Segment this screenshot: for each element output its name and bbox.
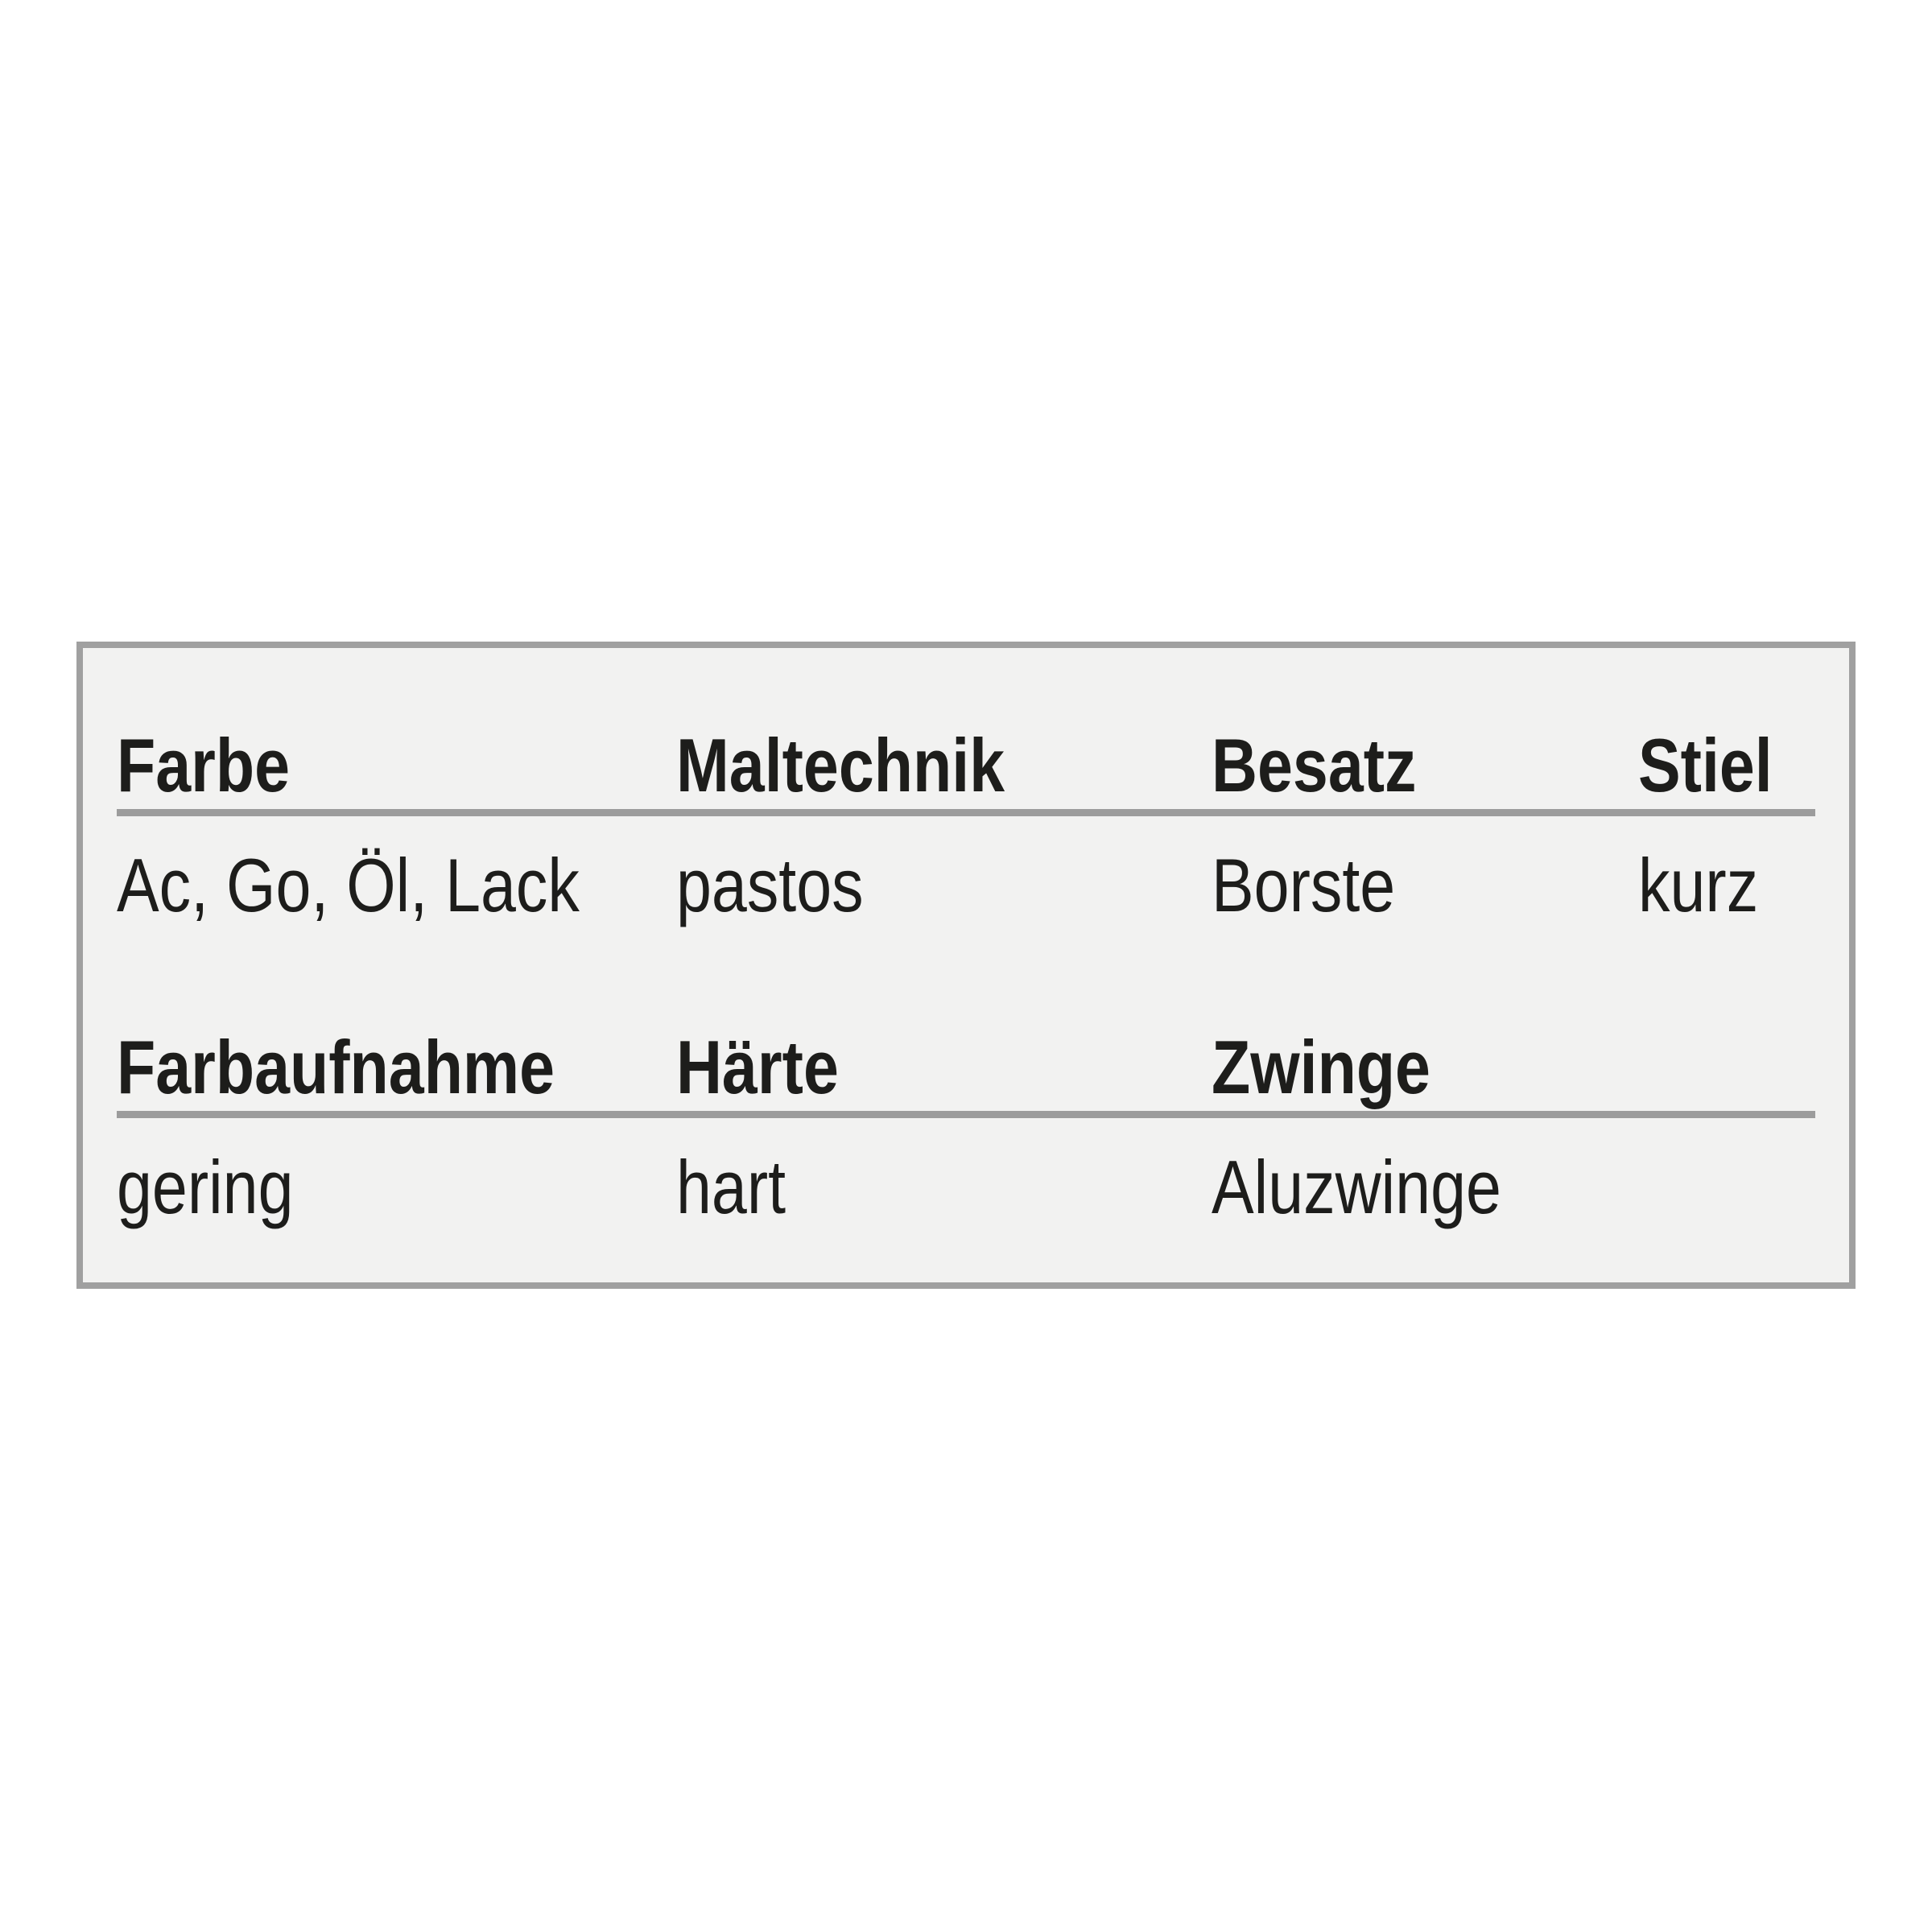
value-cell-farbaufnahme [117, 1147, 676, 1228]
header-besatz: Besatz [1212, 723, 1417, 807]
header-maltechnik: Maltechnik [676, 723, 1005, 807]
header-cell-farbe [117, 725, 676, 806]
header-rule-2 [117, 1111, 1815, 1118]
value-cell-besatz [1212, 845, 1638, 926]
header-stiel: Stiel [1638, 723, 1773, 807]
spec-group-1 [117, 725, 1815, 926]
value-row-2 [117, 1147, 1815, 1228]
header-row-1 [117, 725, 1815, 806]
header-cell-zwinge [1212, 1027, 1815, 1108]
value-besatz: Borste [1212, 843, 1396, 927]
value-cell-farbe [117, 845, 676, 926]
header-rule-1 [117, 809, 1815, 816]
header-farbaufnahme: Farbaufnahme [117, 1025, 555, 1109]
header-haerte: Härte [676, 1025, 839, 1109]
value-cell-haerte [676, 1147, 1212, 1228]
value-stiel: kurz [1638, 843, 1759, 927]
header-cell-stiel [1638, 725, 1815, 806]
header-cell-besatz [1212, 725, 1638, 806]
header-zwinge: Zwinge [1212, 1025, 1430, 1109]
value-haerte: hart [676, 1145, 786, 1229]
value-cell-zwinge [1212, 1147, 1815, 1228]
value-farbaufnahme: gering [117, 1145, 294, 1229]
value-farbe: Ac, Go, Öl, Lack [117, 843, 580, 927]
header-cell-maltechnik [676, 725, 1212, 806]
header-farbe: Farbe [117, 723, 291, 807]
header-cell-haerte [676, 1027, 1212, 1108]
spec-group-2 [117, 1027, 1815, 1228]
value-row-1 [117, 845, 1815, 926]
spec-panel [76, 642, 1856, 1289]
value-cell-maltechnik [676, 845, 1212, 926]
header-cell-farbaufnahme [117, 1027, 676, 1108]
value-zwinge: Aluzwinge [1212, 1145, 1501, 1229]
header-row-2 [117, 1027, 1815, 1108]
value-maltechnik: pastos [676, 843, 864, 927]
value-cell-stiel [1638, 845, 1815, 926]
